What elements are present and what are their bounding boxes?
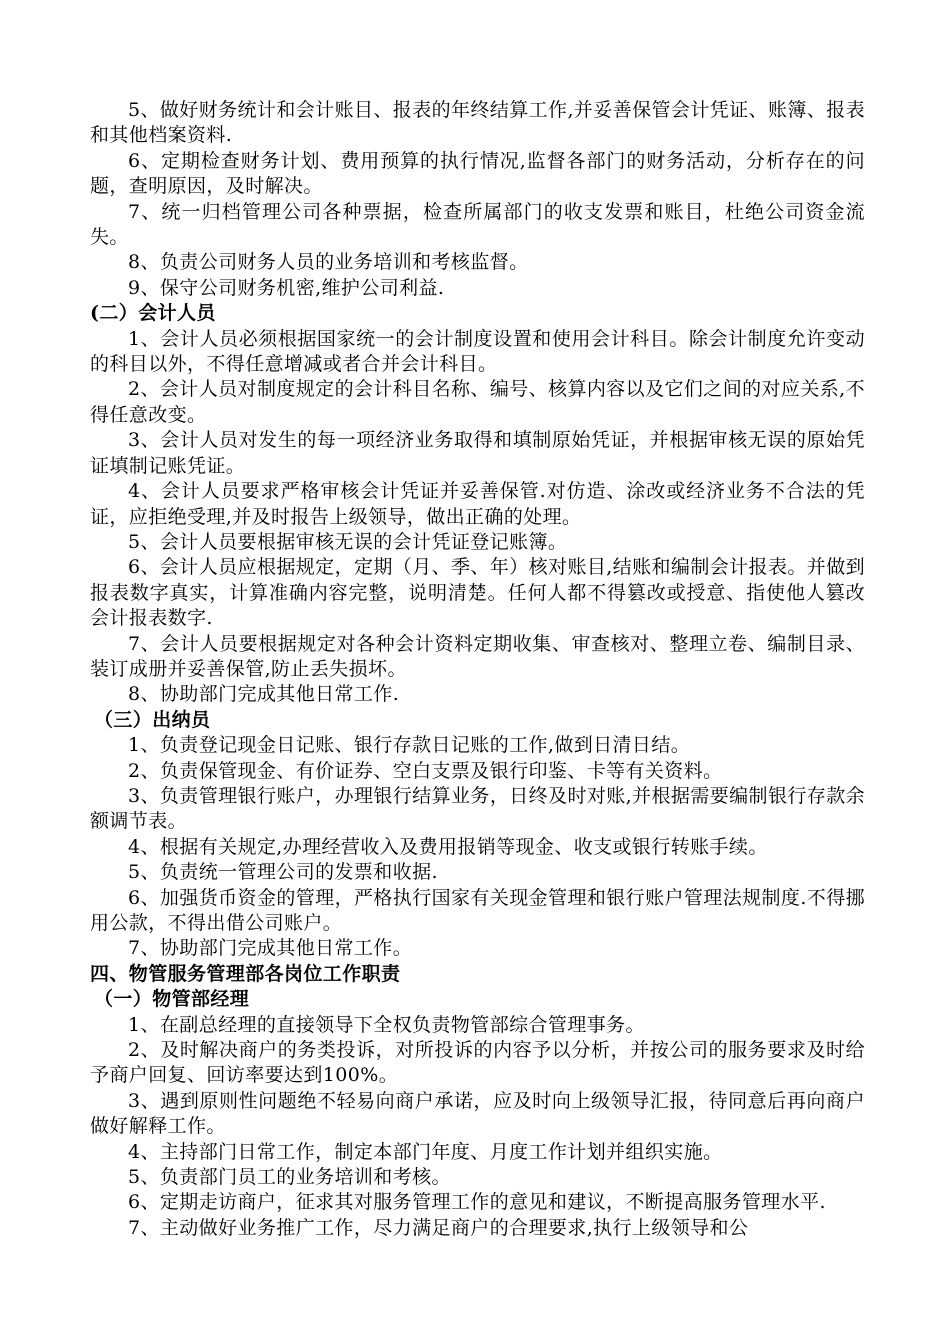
paragraph: 2、及时解决商户的务类投诉，对所投诉的内容予以分析，并按公司的服务要求及时给予商户回复、回访率要达到100%。 [90,1039,865,1087]
paragraph: 1、在副总经理的直接领导下全权负责物管部综合管理事务。 [128,1013,645,1036]
paragraph: 6、定期检查财务计划、费用预算的执行情况,监督各部门的财务活动，分析存在的问题，查明原因，及时解决。 [90,149,865,198]
paragraph: 7、统一归档管理公司各种票据，检查所属部门的收支发票和账目，杜绝公司资金流失。 [90,200,865,249]
paragraph: 8、负责公司财务人员的业务培训和考核监督。 [128,251,529,274]
paragraph: 5、会计人员要根据审核无误的会计凭证登记账簿。 [128,530,568,553]
paragraph: 9、保守公司财务机密,维护公司利益. [128,276,445,299]
paragraph: 6、会计人员应根据规定，定期（月、季、年）核对账目,结账和编制会计报表。并做到报表数字真实，计算准确内容完整，说明清楚。任何人都不得篡改或授意、指使他人篡改会计报表数字. [90,556,865,630]
paragraph: 4、根据有关规定,办理经营收入及费用报销等现金、收支或银行转账手续。 [128,835,768,858]
paragraph: 4、主持部门日常工作，制定本部门年度、月度工作计划并组织实施。 [128,1140,723,1163]
paragraph: 5、负责统一管理公司的发票和收据. [128,861,438,884]
paragraph: 4、会计人员要求严格审核会计凭证并妥善保管.对仿造、涂改或经济业务不合法的凭证，应拒绝受理,并及时报告上级领导，做出正确的处理。 [90,480,865,528]
paragraph: 3、负责管理银行账户，办理银行结算业务，日终及时对账,并根据需要编制银行存款余额调节表。 [90,784,865,833]
paragraph: 2、负责保管现金、有价证券、空白支票及银行印鉴、卡等有关资料。 [128,759,723,782]
section-heading: （三）出纳员 [94,708,211,731]
document-page [90,98,865,1241]
paragraph: 2、会计人员对制度规定的会计科目名称、编号、核算内容以及它们之间的对应关系,不得任意改变。 [90,378,865,426]
paragraph: 7、协助部门完成其他日常工作。 [128,937,413,960]
paragraph: 6、加强货币资金的管理，严格执行国家有关现金管理和银行账户管理法规制度.不得挪用公款，不得出借公司账户。 [90,886,865,934]
chapter-heading: 四、物管服务管理部各岗位工作职责 [90,962,401,985]
section-heading: (二）会计人员 [90,302,216,325]
paragraph: 1、会计人员必须根据国家统一的会计制度设置和使用会计科目。除会计制度允许变动的科目以外，不得任意增减或者合并会计科目。 [90,327,865,376]
paragraph: 5、做好财务统计和会计账目、报表的年终结算工作,并妥善保管会计凭证、账簿、报表和其他档案资料. [90,99,865,147]
paragraph: 8、协助部门完成其他日常工作. [128,683,400,706]
paragraph: 7、主动做好业务推广工作，尽力满足商户的合理要求,执行上级领导和公 [128,1216,749,1239]
paragraph: 3、遇到原则性问题绝不轻易向商户承诺，应及时向上级领导汇报，待同意后再向商户做好解释工作。 [90,1089,865,1138]
section-heading: （一）物管部经理 [94,988,250,1011]
paragraph: 3、会计人员对发生的每一项经济业务取得和填制原始凭证，并根据审核无误的原始凭证填制记账凭证。 [90,429,865,477]
paragraph: 1、负责登记现金日记账、银行存款日记账的工作,做到日清日结。 [128,734,691,757]
paragraph: 6、定期走访商户，征求其对服务管理工作的意见和建议，不断提高服务管理水平. [128,1191,826,1214]
paragraph: 5、负责部门员工的业务培训和考核。 [128,1166,451,1189]
paragraph: 7、会计人员要根据规定对各种会计资料定期收集、审查核对、整理立卷、编制目录、装订成册并妥善保管,防止丢失损坏。 [90,632,865,680]
